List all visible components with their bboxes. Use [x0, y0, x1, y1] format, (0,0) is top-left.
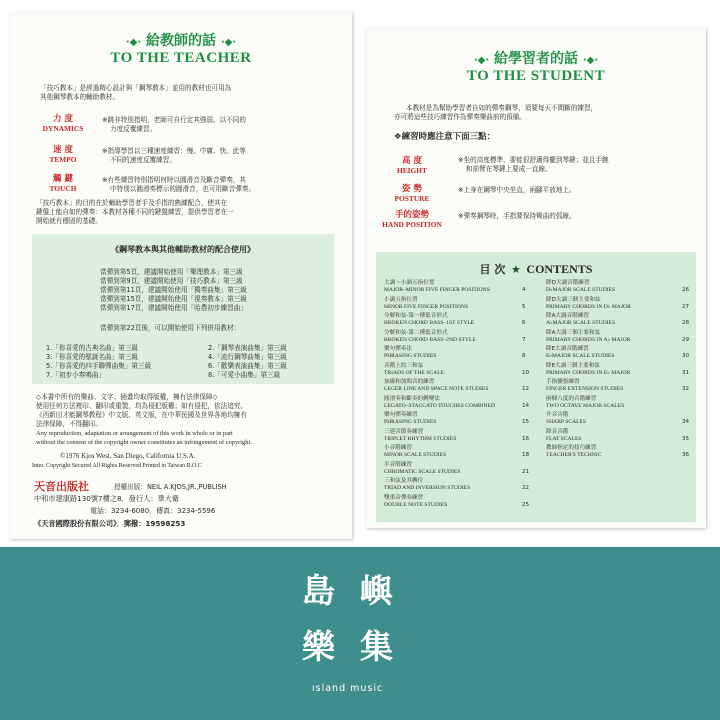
toc-item-en: PRIMARY CHORDS IN E♭ MAJOR	[546, 369, 631, 376]
point-height: 高 度 HEIGHT	[397, 156, 427, 175]
teacher-page	[10, 12, 352, 539]
toc-item-zh: 降A大調三個主要和弦	[546, 329, 601, 336]
ornament-icon: ·◆·	[220, 37, 237, 48]
point-hand-position: 手的姿勢 HAND POSITION	[382, 210, 442, 229]
usage-note: 當彈到第22頁後，可以開始使用下列併用教材：	[100, 324, 241, 332]
toc-item-zh: 加線和加間音的練習	[384, 379, 435, 385]
brand-subtitle: ısland music	[312, 683, 384, 694]
imprint-rights: Inter. Copyright Secured All Rights Reserved Printed in Taiwan R.O.C	[32, 463, 202, 469]
student-intro: 本教材是為幫助學習者自如的彈奏鋼琴，須要每天不間斷的練習， 亦可將這些技巧練習作為彈奏樂曲前的預備。	[394, 104, 598, 121]
toc-item-zh: 降D大調三個主要和弦	[546, 296, 601, 303]
toc-page-number: 21	[522, 468, 530, 475]
toc-page-number: 35	[682, 435, 690, 442]
toc-item-zh: 兩個八度的音階練習	[546, 395, 597, 402]
point-posture-desc: ※上身在鋼琴中央坐直，兩腳平放地上。	[458, 186, 576, 194]
teacher-title-en: TO THE TEACHER	[110, 50, 252, 66]
toc-item-zh: 三和弦及其轉位	[384, 478, 424, 484]
toc-item-zh: 雙重音彈奏練習	[384, 494, 424, 501]
contents-box	[376, 252, 696, 522]
teacher-intro: 「技巧教本」是經過精心設計與「鋼琴教本」並用的教材也可用為 其他鋼琴教本的輔助教材。	[40, 84, 232, 101]
toc-item-en: FINGER EXTENSION STUDIES	[546, 386, 624, 392]
term-dynamics-desc: ※跳非特別指明，老師可自行定其強弱。以不同的 力度反覆練習。	[102, 116, 246, 133]
toc-page-number: 4	[522, 287, 526, 293]
term-tempo-desc: ※指導學習以三種速度練習：慢、中庸、快。此等 不同的速度反覆練習。	[102, 147, 246, 164]
toc-item-en: PHRASING STUDIES	[384, 353, 437, 359]
toc-item-en: SHARP SCALES	[546, 419, 587, 425]
toc-item-en: LEGATO–STACCATO TOUCHES COMBINED	[384, 402, 496, 409]
teacher-title-block	[10, 30, 352, 67]
point-posture: 姿 勢 POSTURE	[394, 184, 430, 203]
student-title-zh: 給學習者的話	[494, 51, 578, 67]
toc-item-en: MINOR SCALE STUDIES	[384, 452, 447, 458]
toc-item-en: FLAT SCALES	[546, 435, 582, 442]
toc-item-en: LEGER LINE AND SPACE NOTE STUDIES	[384, 386, 489, 392]
toc-item-en: BROKEN CHORD BASS–2ND STYLE	[384, 336, 476, 343]
star-icon: ★	[510, 263, 521, 276]
contents-title-en: CONTENTS	[526, 262, 593, 276]
teacher-closing: 「技巧教本」的目的在於輔助學習者手及手指的熟練配合，使其在 鍵盤上能自如的彈奏：本教材各種不同的鍵盤練習，提供學習者在一 開始就有穩固的基礎。	[36, 199, 234, 225]
toc-page-number: 31	[682, 369, 690, 376]
toc-item-zh: 三連音節奏練習	[384, 428, 424, 435]
toc-page-number: 22	[522, 485, 530, 491]
toc-page-number: 14	[522, 402, 530, 409]
toc-item-zh: 小音階練習	[384, 445, 412, 451]
publisher-name: 天音出版社	[34, 480, 89, 493]
toc-page-number: 12	[522, 386, 530, 392]
brand-logo-char: 樂	[302, 627, 337, 666]
toc-item-zh: 半音階練習	[384, 461, 412, 468]
toc-item-zh: 分解和弦-第二種低音形式	[384, 329, 448, 336]
toc-item-en: DOUBLE NOTE STUDIES	[384, 501, 448, 508]
toc-item-en: E♭MAJOR SCALE STUDIES	[546, 353, 615, 359]
toc-page-number: 16	[522, 435, 530, 442]
publisher-phone: 電話：3234-6080．傳真：3234-5596	[90, 507, 216, 515]
toc-item-en: TRIAD AND INVERSION STUDIES	[384, 485, 471, 491]
toc-item-en: BROKEN CHORD BASS–1ST STYLE	[384, 320, 475, 326]
toc-item-en: MINOR FIVE FINGER POSITIONS	[384, 303, 469, 310]
term-touch-desc: ※有些練習特別指明何時以圓滑音及斷音彈奏，其 中特別以圓滑奏標示的圓滑音，也可用斷音彈奏。	[102, 176, 256, 193]
publisher-address: 中和市建康路130號7樓之8．發行人：華大衛	[34, 494, 180, 503]
toc-page-number: 6	[522, 320, 526, 326]
toc-item-en: TRIADS OF THE SCALE	[384, 369, 445, 376]
toc-item-zh: 分解和弦-第一種低音形式	[384, 313, 448, 319]
toc-item-zh: 大調～小調五指位置	[384, 280, 435, 286]
usage-box	[32, 234, 334, 384]
toc-item-en: TWO OCTAVE MAJOR SCALES	[546, 402, 625, 409]
toc-page-number: 29	[682, 336, 690, 343]
point-hand-desc: ※彈奏鋼琴時，手指要保持彎曲的弧線。	[458, 212, 576, 220]
toc-item-zh: 降音音階	[546, 428, 569, 435]
toc-page-number: 30	[682, 353, 690, 359]
toc-page-number: 18	[522, 452, 530, 458]
toc-item-zh: 升音音階	[546, 412, 569, 418]
publisher-auth: 授權出版：NEIL A.KJOS,JR.,PUBLISH	[114, 483, 227, 491]
toc-page-number: 10	[522, 369, 530, 376]
toc-page-number: 15	[522, 419, 530, 425]
toc-item-zh: 手指擴張練習	[546, 379, 580, 385]
toc-item-zh: 降D大調音階練習	[546, 280, 590, 286]
toc-item-en: PRIMARY CHORDS IN D♭ MAJOR	[546, 303, 631, 310]
ornament-icon: ·◆·	[125, 37, 142, 48]
toc-page-number: 34	[682, 419, 690, 425]
ornament-icon: ·◆·	[473, 55, 490, 66]
toc-page-number: 25	[522, 501, 530, 508]
toc-item-en: PHRASING STUDIES	[384, 419, 437, 425]
toc-item-zh: 小調五指位置	[384, 296, 418, 303]
teacher-title-zh: 給教師的話	[146, 33, 216, 49]
toc-item-en: MAJOR–MINOR FIVE FINGER POSITIONS	[384, 287, 490, 293]
toc-page-number: 36	[682, 452, 690, 458]
copyright-zh: ◇本書中所有的樂曲、文字、插畫均取得版權，擁有法律保障◇ 使用任何方法複印、翻印或重製，均為侵犯版權；如有侵犯，依法追究。 《西新田才能鋼琴教程》中文版、英文版，在中華民國及世界各地均擁有 法律保障，不得翻印。	[36, 393, 247, 428]
student-title-block	[366, 48, 706, 85]
usage-list-left: 1.「你喜愛的古典名曲」第三級 3.「你喜愛的聖誕名曲」第三級 5.「你喜愛的四手聯彈曲集」第三級 7.「初步小奏鳴曲」	[46, 344, 152, 379]
brand-logo-char: 集	[360, 627, 395, 666]
toc-item-zh: 音階上的三和弦	[384, 362, 424, 369]
usage-box-title: 《鋼琴教本與其他輔助教材的配合使用》	[111, 245, 255, 254]
toc-item-zh: 樂句彈奏練習	[384, 412, 418, 418]
toc-page-number: 26	[682, 287, 690, 293]
term-touch: 觸 鍵 TOUCH	[49, 174, 77, 193]
toc-item-en: TEACHER'S TECHNIC	[546, 452, 602, 458]
student-title-en: TO THE STUDENT	[466, 68, 606, 84]
imprint: ©1976 Kjos West, San Diego, California U.S.A.	[60, 452, 196, 460]
toc-page-number: 28	[682, 320, 690, 326]
contents-title-zh: 目 次	[479, 263, 506, 276]
toc-item-en: PRIMARY CHORDS IN A♭ MAJOR	[546, 336, 631, 343]
student-page	[366, 28, 706, 528]
toc-item-zh: 降E大調音階練習	[546, 346, 589, 352]
term-tempo: 速 度 TEMPO	[49, 145, 77, 164]
toc-page-number: 8	[522, 353, 526, 359]
toc-item-en: TRIPLET RHYTHM STUDIES	[384, 435, 457, 442]
toc-item-zh: 教師指定的技巧練習	[546, 445, 597, 451]
toc-item-zh: 樂句彈奏法	[384, 346, 412, 352]
brand-logo-char: 嶼	[360, 571, 395, 610]
toc-item-en: CHROMATIC SCALE STUDIES	[384, 468, 461, 475]
contents-title	[376, 258, 696, 277]
toc-page-number: 7	[522, 336, 526, 343]
ornament-icon: ·◆·	[582, 55, 599, 66]
toc-page-number: 5	[522, 303, 526, 310]
copyright-en: Any reproduction, adaptation or arrangement of this work in whole or in part without the consent of the copyright owner constitutes an infringement of copyright.	[36, 430, 252, 446]
toc-page-number: 32	[682, 386, 690, 392]
points-title: ❖練習時應注意下面三點：	[394, 132, 496, 142]
toc-item-zh: 降A大調音階練習	[546, 313, 589, 319]
toc-item-zh: 圓滑奏和斷奏的轉變法	[384, 395, 440, 402]
usage-lines: 當彈到第5頁，建議開始使用「樂理教本」第三級 當彈到第9頁，建議開始使用「技巧教本」第三級 當彈到第11頁，建議開始使用「獨奏曲集」第三級 當彈到第15頁，建議開始使用「視奏教本」第三級 當彈到第17頁，建議開始使用「哈農初步練習曲」	[100, 268, 247, 312]
toc-item-zh: 降E大調三個主要和弦	[546, 362, 600, 369]
toc-item-en: D♭MAJOR SCALE STUDIES	[546, 287, 616, 293]
brand-banner	[0, 547, 720, 720]
brand-logo-char: 島	[302, 571, 337, 610]
term-dynamics: 力 度 DYNAMICS	[42, 114, 84, 133]
publisher-company: 《天音國際股份有限公司》．郵撥：19598253	[34, 519, 186, 528]
toc-page-number: 27	[682, 303, 690, 310]
point-height-desc: ※坐的高度標準，要能很舒適得攏到琴鍵；並且手腕 和前臂在琴鍵上要成一直線。	[458, 156, 609, 173]
toc-item-en: A♭MAJOR SCALE STUDIES	[546, 320, 616, 326]
usage-list-right: 2.「鋼琴表演曲集」第三級 4.「流行鋼琴曲集」第三級 6.「歡樂表演曲集」第三級 8.「可愛小曲集」第三級	[208, 344, 287, 379]
